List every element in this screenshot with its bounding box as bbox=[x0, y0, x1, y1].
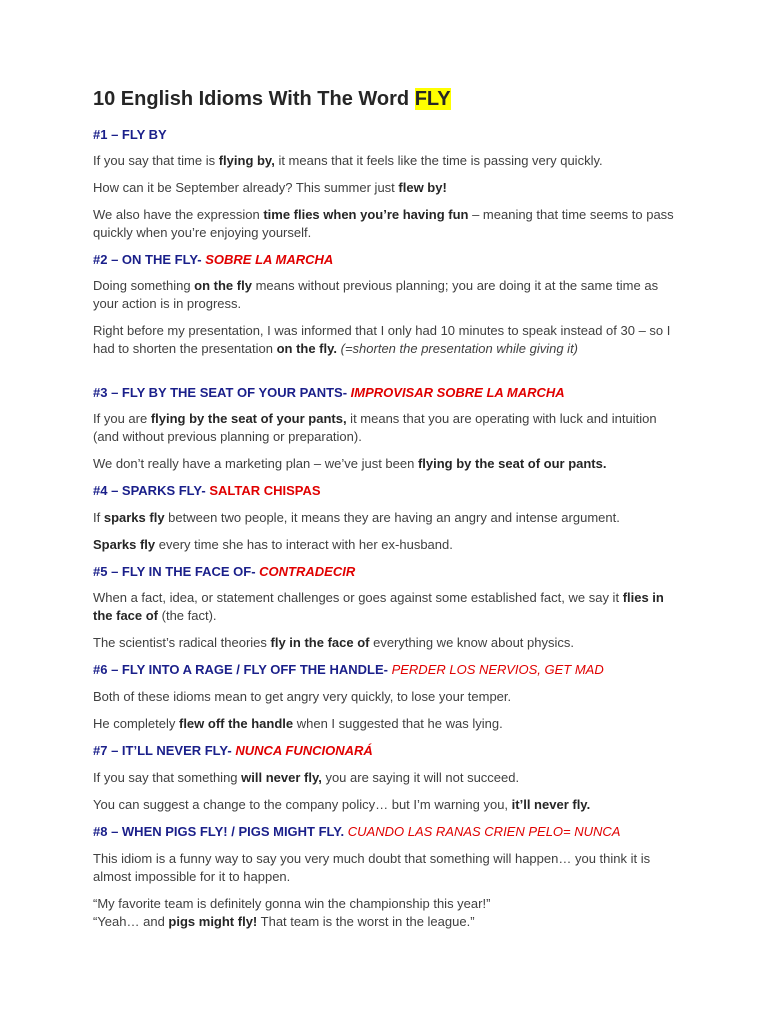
text-run: We don’t really have a marketing plan – we’ve just been bbox=[93, 456, 418, 471]
idiom-1-number: #1 – FLY BY bbox=[93, 127, 167, 142]
idiom-8-definition bbox=[93, 850, 683, 886]
idiom-phrase: pigs might fly! bbox=[168, 914, 258, 929]
idiom-phrase: flying by the seat of your pants, bbox=[150, 411, 347, 426]
text-run: it means that it feels like the time is passing very quickly. bbox=[274, 153, 603, 168]
idiom-2-example bbox=[93, 322, 683, 358]
text-run: everything we know about physics. bbox=[369, 635, 574, 650]
idiom-4-heading bbox=[93, 482, 683, 500]
text-run: you are saying it will not succeed. bbox=[321, 770, 520, 785]
idiom-5-example bbox=[93, 634, 683, 652]
text-run: If you say that something bbox=[93, 770, 242, 785]
idiom-6-number: #6 – FLY INTO A RAGE / FLY OFF THE HANDLE- bbox=[93, 662, 392, 677]
idiom-phrase: on the fly bbox=[194, 278, 252, 293]
idiom-1-heading bbox=[93, 126, 683, 144]
idiom-7-heading bbox=[93, 742, 683, 760]
text-run: How can it be September already? This summer just bbox=[93, 180, 399, 195]
idiom-6-translation: PERDER LOS NERVIOS, GET MAD bbox=[391, 662, 604, 677]
text-run: The scientist’s radical theories bbox=[93, 635, 271, 650]
text-run: (=shorten the presentation while giving it) bbox=[337, 341, 579, 356]
text-run: You can suggest a change to the company policy… but I’m warning you, bbox=[93, 797, 512, 812]
idiom-8-example bbox=[93, 895, 683, 931]
idiom-8-translation: CUANDO LAS RANAS CRIEN PELO= NUNCA bbox=[347, 824, 621, 839]
text-run: means without previous planning; you are doing it at the same time as your action is in progress. bbox=[93, 278, 659, 311]
idiom-phrase: flies in the face of bbox=[93, 590, 664, 623]
text-run: “My favorite team is definitely gonna win the championship this year!” bbox=[93, 896, 491, 911]
idiom-phrase: flew off the handle bbox=[178, 716, 294, 731]
text-run: Right before my presentation, I was informed that I only had 10 minutes to speak instead of 30 – so I had to shorten the presentation bbox=[93, 323, 671, 356]
text-run: This idiom is a funny way to say you very much doubt that something will happen… you think it is almost impossible for it to happen. bbox=[93, 851, 651, 884]
idiom-phrase: fly in the face of bbox=[270, 635, 370, 650]
text-run: When a fact, idea, or statement challenges or goes against some established fact, we say it bbox=[93, 590, 623, 605]
title-text: 10 English Idioms With The Word bbox=[93, 88, 415, 110]
idiom-4-translation: SALTAR CHISPAS bbox=[209, 483, 321, 498]
idiom-3-translation: IMPROVISAR SOBRE LA MARCHA bbox=[350, 385, 565, 400]
text-run: If you are bbox=[93, 411, 151, 426]
text-run: We also have the expression bbox=[93, 207, 264, 222]
idiom-3-example bbox=[93, 455, 683, 473]
text-run: – meaning that time seems to pass quickly when you’re enjoying yourself. bbox=[93, 207, 674, 240]
idiom-phrase: it’ll never fly. bbox=[511, 797, 591, 812]
idiom-phrase: on the fly. bbox=[276, 341, 338, 356]
idiom-7-example bbox=[93, 796, 683, 814]
text-run: If bbox=[93, 510, 104, 525]
idiom-7-translation: NUNCA FUNCIONARÁ bbox=[235, 743, 373, 758]
idiom-phrase: will never fly, bbox=[241, 770, 322, 785]
text-run: “Yeah… and bbox=[93, 914, 169, 929]
idiom-phrase: flying by, bbox=[218, 153, 275, 168]
idiom-1-extra bbox=[93, 206, 683, 242]
idiom-7-number: #7 – IT’LL NEVER FLY- bbox=[93, 743, 236, 758]
idiom-4-number: #4 – SPARKS FLY- bbox=[93, 483, 210, 498]
text-run: That team is the worst in the league.” bbox=[257, 914, 475, 929]
idiom-5-definition bbox=[93, 589, 683, 625]
idiom-3-heading bbox=[93, 384, 683, 402]
text-run: when I suggested that he was lying. bbox=[293, 716, 503, 731]
idiom-phrase: flew by! bbox=[398, 180, 447, 195]
idiom-1-definition bbox=[93, 152, 683, 170]
idiom-2-definition bbox=[93, 277, 683, 313]
idiom-3-number: #3 – FLY BY THE SEAT OF YOUR PANTS- bbox=[93, 385, 351, 400]
text-run: every time she has to interact with her ex-husband. bbox=[155, 537, 453, 552]
text-run: it means that you are operating with luck and intuition (and without previous planning or preparation). bbox=[93, 411, 657, 444]
idiom-2-number: #2 – ON THE FLY- bbox=[93, 252, 206, 267]
idiom-phrase: flying by the seat of our pants. bbox=[417, 456, 607, 471]
text-run: between two people, it means they are having an angry and intense argument. bbox=[164, 510, 620, 525]
idiom-8-heading bbox=[93, 823, 683, 841]
idiom-5-heading bbox=[93, 563, 683, 581]
idiom-1-example bbox=[93, 179, 683, 197]
idiom-2-translation: SOBRE LA MARCHA bbox=[205, 252, 334, 267]
text-run: Both of these idioms mean to get angry very quickly, to lose your temper. bbox=[93, 689, 512, 704]
idiom-6-definition bbox=[93, 688, 683, 706]
idiom-4-definition bbox=[93, 509, 683, 527]
idiom-7-definition bbox=[93, 769, 683, 787]
title-highlight: FLY bbox=[414, 88, 451, 110]
text-run: He completely bbox=[93, 716, 179, 731]
idiom-phrase: time flies when you’re having fun bbox=[263, 207, 469, 222]
page-title bbox=[93, 88, 451, 111]
text-run: (the fact). bbox=[158, 608, 217, 623]
text-run: If you say that time is bbox=[93, 153, 219, 168]
idiom-2-heading bbox=[93, 251, 683, 269]
idiom-phrase: sparks fly bbox=[103, 510, 165, 525]
idiom-3-definition bbox=[93, 410, 683, 446]
idiom-6-example bbox=[93, 715, 683, 733]
text-run: Doing something bbox=[93, 278, 195, 293]
idiom-phrase: Sparks fly bbox=[93, 537, 156, 552]
idiom-5-number: #5 – FLY IN THE FACE OF- bbox=[93, 564, 260, 579]
idiom-5-translation: CONTRADECIR bbox=[259, 564, 356, 579]
idiom-4-example bbox=[93, 536, 683, 554]
idiom-6-heading bbox=[93, 661, 683, 679]
idiom-8-number: #8 – WHEN PIGS FLY! / PIGS MIGHT FLY. bbox=[93, 824, 348, 839]
